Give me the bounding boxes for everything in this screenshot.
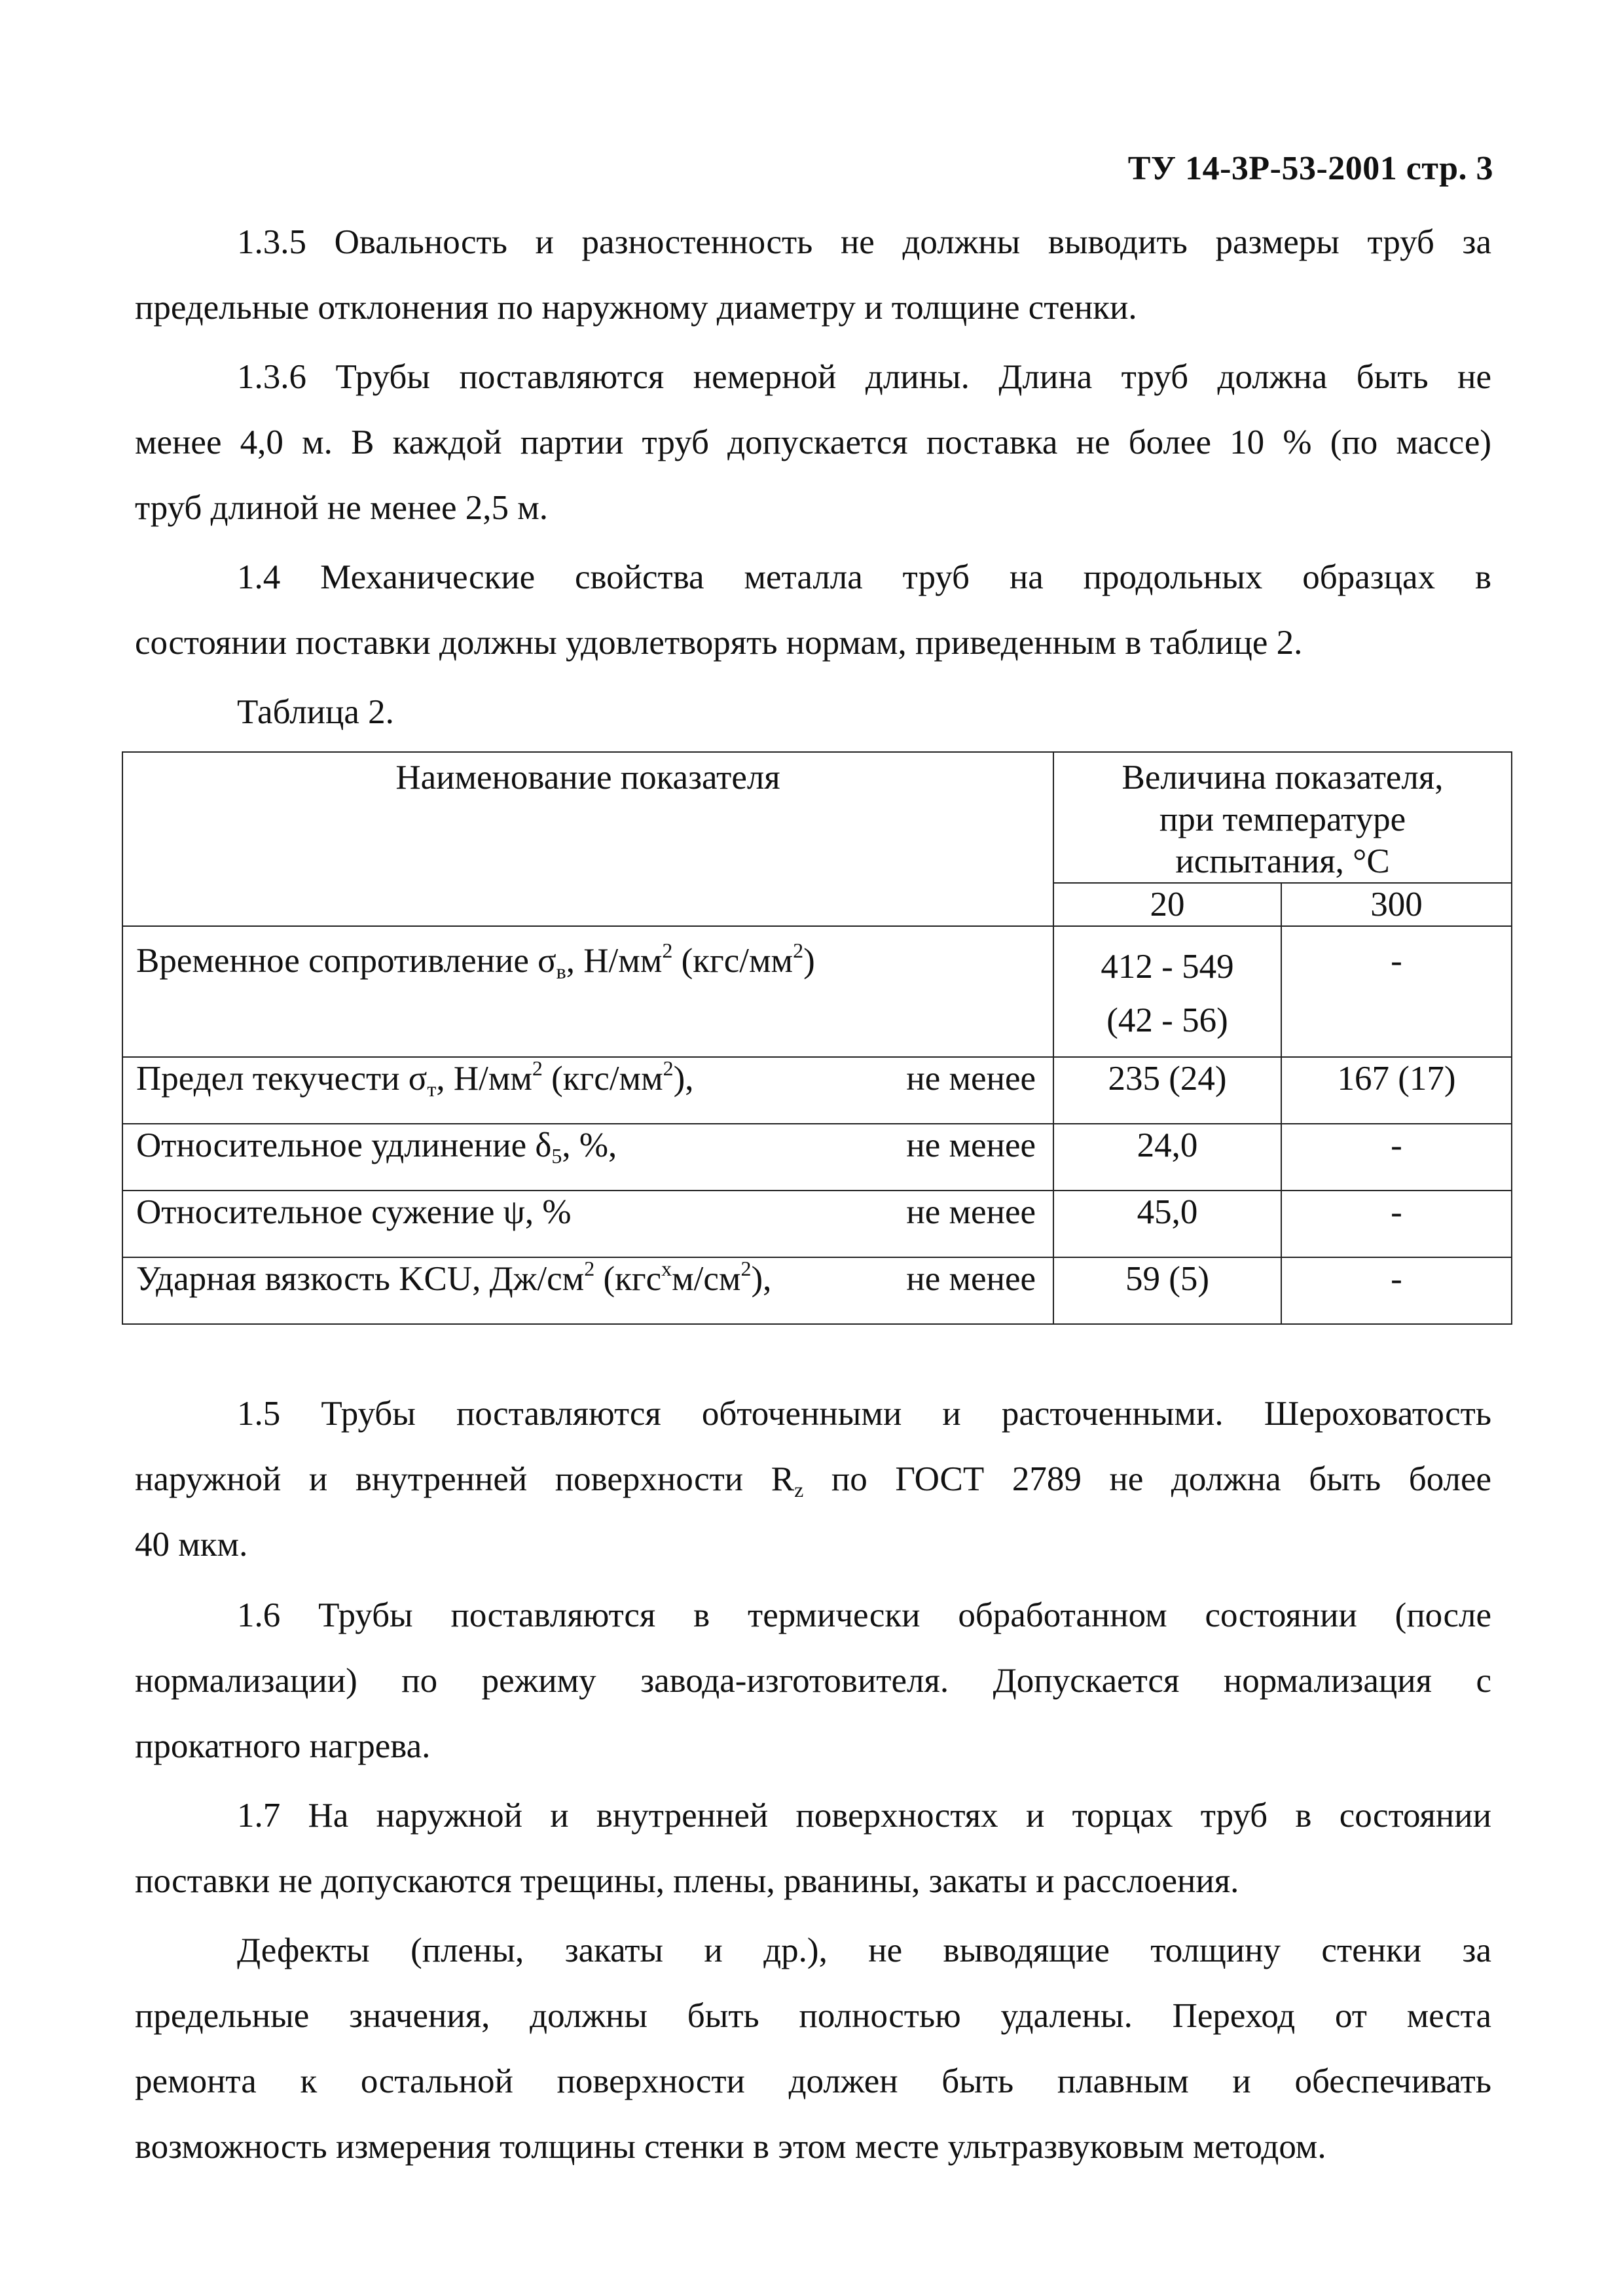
header-temp-300: 300 (1281, 883, 1512, 926)
row-name: Временное сопротивление $\sigma_в$, $Н/мм^2$ $(кгс/мм^2)$ (122, 926, 1053, 1057)
table-row (122, 1057, 1512, 1124)
paragraph-1-6: 1.6 Трубы поставляются в термически обработанном состоянии (после нормализации) по режиму завода-изготовителя. Допускается нормализация с прокатного нагрева. (135, 1596, 1491, 1765)
paragraph-1-3-6: 1.3.6 Трубы поставляются немерной длины. Длина труб должна быть не менее 4,0 м. В каждой партии труб допускается поставка не более 10 % (по массе) труб длиной не менее 2,5 м. (135, 358, 1491, 527)
paragraph-1-5: 1.5 Трубы поставляются обточенными и расточенными. Шероховатость наружной и внутренней поверхности $R_z$ по ГОСТ 2789 не должна быть более 40 мкм. (135, 1395, 1491, 1564)
value-300: - (1281, 926, 1512, 1057)
row-name: Ударная вязкость KCU, $Дж/см^2$ $(кгс^хм/см^2)$, не менее (122, 1257, 1053, 1324)
paragraph-1-4: 1.4 Механические свойства металла труб на продольных образцах в состоянии поставки должны удовлетворять нормам, приведенным в таблице 2. (135, 558, 1491, 662)
paragraph-1-7: 1.7 На наружной и внутренней поверхностях и торцах труб в состоянии поставки не допускаются трещины, плены, рванины, закаты и расслоения. (135, 1797, 1491, 1900)
table-row (122, 926, 1512, 1057)
paragraph-1-3-5: 1.3.5 Овальность и разностенность не должны выводить размеры труб за предельные отклонения по наружному диаметру и толщине стенки. (135, 223, 1491, 327)
value-20: 24,0 (1053, 1124, 1281, 1191)
table-row (122, 1191, 1512, 1257)
value-20: 59 (5) (1053, 1257, 1281, 1324)
value-20: 412 - 549 (42 - 56) (1053, 926, 1281, 1057)
value-300: - (1281, 1191, 1512, 1257)
table-row (122, 1257, 1512, 1324)
header-temp-20: 20 (1053, 883, 1281, 926)
header-value: Величина показателя, при температуре испытания, °С (1053, 752, 1512, 883)
table-row (122, 1124, 1512, 1191)
properties-table (122, 751, 1512, 1325)
header-name: Наименование показателя (122, 752, 1053, 926)
value-300: 167 (17) (1281, 1057, 1512, 1124)
paragraph-defects: Дефекты (плены, закаты и др.), не выводящие толщину стенки за предельные значения, должны быть полностью удалены. Переход от места ремонта к остальной поверхности должен быть плавным и обеспечивать возможность измерения толщины стенки в этом месте ультразвуковым методом. (135, 1931, 1491, 2166)
row-name: Относительное сужение ψ, % не менее (122, 1191, 1053, 1257)
page-header: ТУ 14-3Р-53-2001 стр. 3 (1127, 150, 1493, 187)
row-name: Относительное удлинение $\delta_5$, %, не менее (122, 1124, 1053, 1191)
value-20: 235 (24) (1053, 1057, 1281, 1124)
value-300: - (1281, 1124, 1512, 1191)
value-300: - (1281, 1257, 1512, 1324)
row-name: Предел текучести $\sigma_т$, $Н/мм^2$ $(кгс/мм^2)$, не менее (122, 1057, 1053, 1124)
table-caption: Таблица 2. (237, 693, 394, 731)
value-20: 45,0 (1053, 1191, 1281, 1257)
